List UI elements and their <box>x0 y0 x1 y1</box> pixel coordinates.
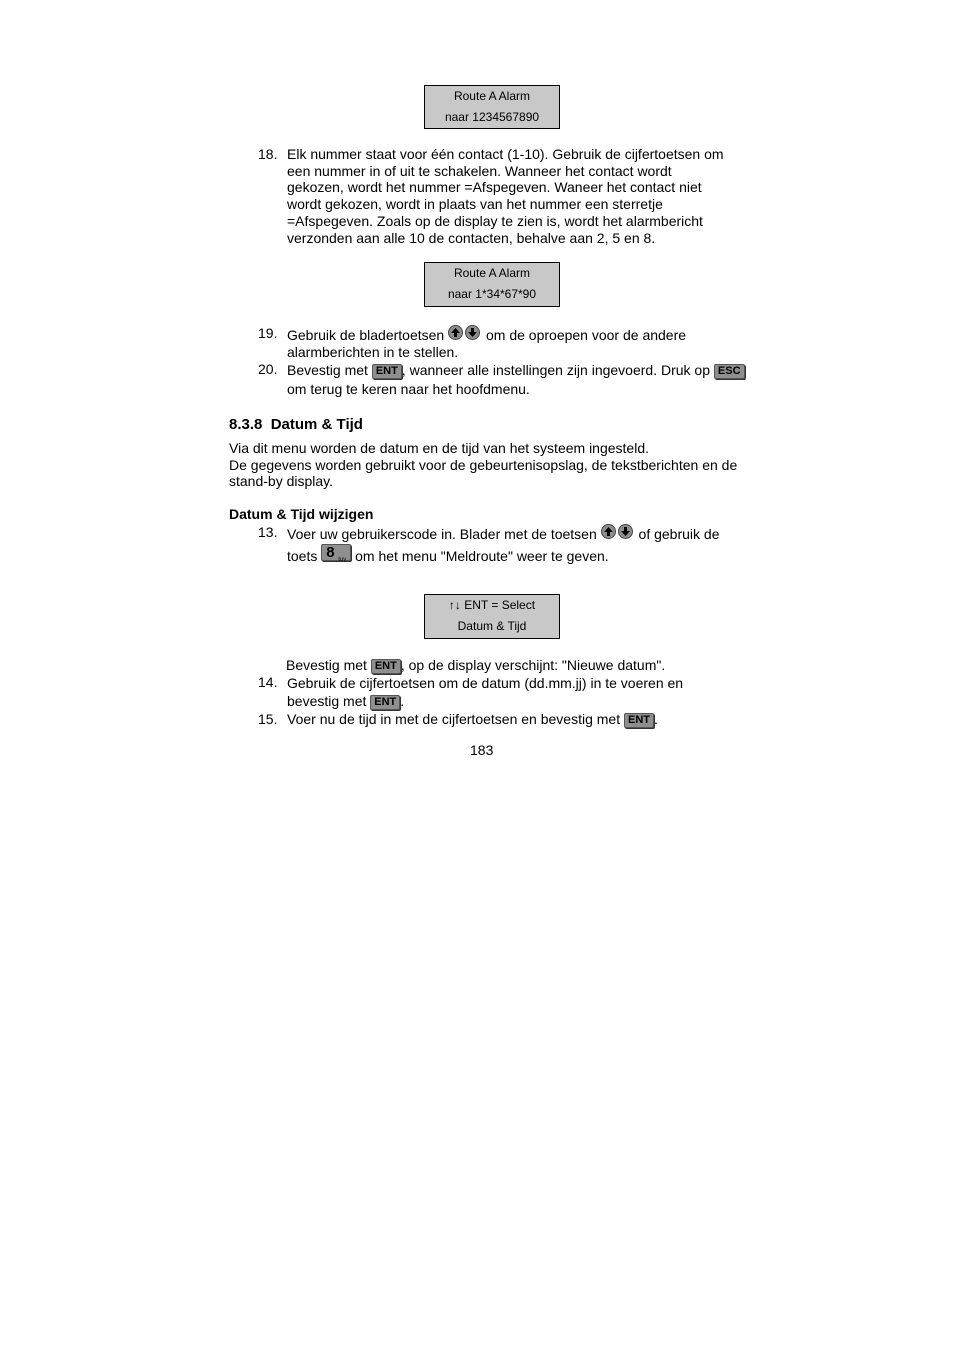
step-number: 18. <box>258 146 278 162</box>
section-title-row <box>229 417 749 434</box>
text-segment: om terug te keren naar het hoofdmenu. <box>287 381 530 397</box>
text-segment: . <box>653 711 658 727</box>
text-segment: om het menu "Meldroute" weer te geven. <box>351 548 609 564</box>
text-segment: Voer nu de tijd in met de cijfertoetsen en bevestig met <box>287 711 624 727</box>
text-segment: Gebruik de bladertoetsen <box>287 327 449 343</box>
step-number: 15. <box>258 711 278 727</box>
section-title: Datum & Tijd <box>270 416 363 433</box>
subheading: Datum & Tijd wijzigen <box>229 506 374 522</box>
ent-key-icon: ENT <box>372 364 402 379</box>
esc-key-icon: ESC <box>714 364 745 379</box>
arrow-up-icon <box>601 524 616 539</box>
lcd-line-2: Datum & Tijd <box>457 619 527 633</box>
key-8-digit: 8 <box>326 544 335 561</box>
ent-key-icon: ENT <box>370 695 400 710</box>
text-segment: of gebruik de toets <box>287 526 720 564</box>
text-segment: om de oproepen voor de andere alarmberichten in te stellen. <box>287 327 687 360</box>
arrow-down-icon <box>618 524 633 539</box>
step-text <box>287 524 748 566</box>
step-13 <box>258 524 748 566</box>
arrow-down-icon <box>465 325 480 340</box>
text-segment: Bevestig met <box>286 657 371 673</box>
key-8-letters: tuv <box>338 557 347 563</box>
step-text <box>287 711 748 728</box>
text-segment: Voer uw gebruikerscode in. Blader met de toetsen <box>287 526 601 542</box>
text-segment: , wanneer alle instellingen zijn ingevoerd. Druk op <box>401 362 714 378</box>
step-19 <box>258 325 748 360</box>
lcd-line-1: Route A Alarm <box>453 266 531 280</box>
step-14 <box>258 674 708 710</box>
step-18 <box>258 146 728 246</box>
step-number: 20. <box>258 361 278 377</box>
step-15 <box>258 711 748 728</box>
confirm-line <box>286 657 806 674</box>
key-8-icon <box>321 544 351 561</box>
page-number: 183 <box>470 742 494 758</box>
step-number: 13. <box>258 524 278 540</box>
lcd-line-1: Route A Alarm <box>453 89 531 103</box>
step-number: 19. <box>258 325 278 341</box>
lcd-line-1: ↑↓ ENT = Select <box>448 598 536 612</box>
intro-line-2: De gegevens worden gebruikt voor de gebeurtenisopslag, de tekstberichten en de stand-by display. <box>229 456 738 490</box>
step-text <box>287 361 748 399</box>
lcd-display-select <box>424 594 560 639</box>
lcd-line-2: naar 1234567890 <box>444 110 540 124</box>
section-heading <box>229 417 749 434</box>
step-text: Elk nummer staat voor één contact (1-10). Gebruik de cijfertoetsen om een nummer in of uit te schakelen. Wanneer het contact wordt gekozen, wordt het nummer =Afspegeven. Waneer het contact niet wordt gekozen, wordt in plaats van het nummer een sterretje =Afspegeven. Zoals op de display te zien is, wordt het alarmbericht verzonden aan alle 10 de contacten, behalve aan 2, 5 en 8. <box>287 146 724 246</box>
intro-paragraph <box>229 440 739 490</box>
lcd-display-route-a-masked <box>424 262 560 307</box>
text-segment: . <box>400 693 405 709</box>
lcd-line-2: naar 1*34*67*90 <box>447 287 537 301</box>
text-segment: Bevestig met <box>287 362 372 378</box>
arrow-up-icon <box>448 325 463 340</box>
text-segment: Gebruik de cijfertoetsen om de datum (dd.mm.jj) in te voeren en bevestig met <box>287 675 684 709</box>
ent-key-icon: ENT <box>624 713 654 728</box>
lcd-display-route-a <box>424 85 560 129</box>
section-number: 8.3.8 <box>229 416 263 433</box>
intro-line-1: Via dit menu worden de datum en de tijd van het systeem ingesteld. <box>229 440 649 456</box>
step-text <box>287 674 708 710</box>
ent-key-icon: ENT <box>371 659 401 674</box>
step-number: 14. <box>258 674 278 690</box>
step-20 <box>258 361 748 399</box>
text-segment: , op de display verschijnt: "Nieuwe datum". <box>400 657 666 673</box>
step-text <box>287 325 748 360</box>
